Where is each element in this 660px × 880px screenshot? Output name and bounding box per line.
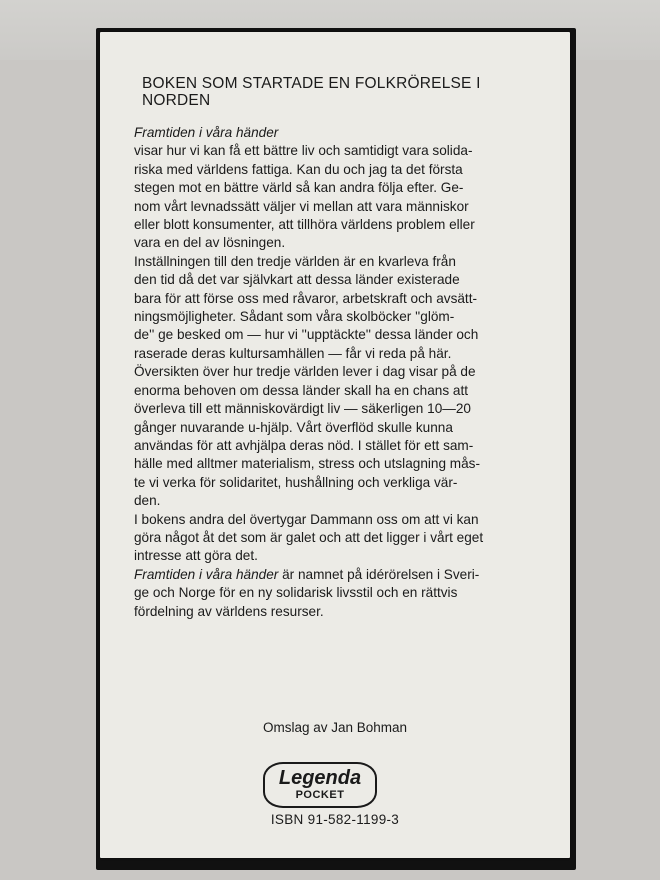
text-line: den. <box>134 493 161 509</box>
text-span: är namnet på idérörelsen i Sveri- <box>278 566 480 582</box>
text-line: I bokens andra del övertygar Dammann oss om att vi kan <box>134 511 479 527</box>
text-line: Inställningen till den tredje världen är en kvarleva från <box>134 253 456 269</box>
book-title-italic: Framtiden i våra händer <box>134 125 279 140</box>
text-line: vara en del av lösningen. <box>134 235 286 251</box>
paragraph-3 <box>134 511 540 566</box>
heading-line: BOKEN SOM STARTADE EN FOLKRÖRELSE I <box>142 75 481 92</box>
paragraph-2 <box>134 253 540 511</box>
text-line: fördelning av världens resurser. <box>134 603 324 619</box>
text-line: raserade deras kultursamhällen — får vi reda på här. <box>134 345 452 361</box>
paragraph-4 <box>134 566 540 621</box>
legenda-pocket-logo <box>263 762 377 808</box>
text-line: enorma behoven om dessa länder skall ha en chans att <box>134 382 469 398</box>
logo-sub: POCKET <box>295 789 345 801</box>
text-line: stegen mot en bättre värld så kan andra följa efter. Ge- <box>134 180 464 196</box>
text-line: riska med världens fattiga. Kan du och jag ta det första <box>134 161 463 177</box>
text-line: visar hur vi kan få ett bättre liv och samtidigt vara solida- <box>134 143 473 159</box>
text-line: bara för att förse oss med råvaror, arbetskraft och avsätt- <box>134 290 478 306</box>
cover-credit: Omslag av Jan Bohman <box>262 720 408 735</box>
text-line: te vi verka för solidaritet, hushållning och verkliga vär- <box>134 474 458 490</box>
paragraph-1 <box>134 142 540 252</box>
text-line: överleva till ett människovärdigt liv — säkerligen 10—20 <box>134 401 471 417</box>
text-line: användas för att avhjälpa deras nöd. I stället för ett sam- <box>134 437 474 453</box>
text-line <box>134 566 540 584</box>
text-line: den tid då det var självkart att dessa länder existerade <box>134 272 460 288</box>
book-title-italic: Framtiden i våra händer <box>134 566 279 582</box>
blurb-text <box>134 124 540 621</box>
text-line: Översikten över hur tredje världen lever i dag visar på de <box>134 364 476 380</box>
text-line: gånger nuvarande u-hjälp. Vårt överflöd skulle kunna <box>134 419 453 435</box>
logo-word: Legenda <box>278 767 362 789</box>
text-line: de'' ge besked om — hur vi ''upptäckte'' dessa länder och <box>134 327 479 343</box>
text-line: intresse att göra det. <box>134 548 258 564</box>
text-line: ningsmöjligheter. Sådant som våra skolböcker ''glöm- <box>134 309 455 325</box>
text-line: hälle med alltmer materialism, stress och utslagning mås- <box>134 456 481 472</box>
heading-line: NORDEN <box>142 92 211 109</box>
book-back-cover <box>100 32 570 858</box>
text-line: göra något åt det som är galet och att det ligger i vårt eget <box>134 529 484 545</box>
isbn-number: ISBN 91-582-1199-3 <box>270 812 400 827</box>
text-line: eller blott konsumenter, att tillhöra världens problem eller <box>134 217 475 233</box>
text-line: ge och Norge för en ny solidarisk livsstil och en rättvis <box>134 585 458 601</box>
text-line: nom vårt levnadssätt väljer vi mellan att vara människor <box>134 198 469 214</box>
back-cover-heading <box>142 75 542 109</box>
